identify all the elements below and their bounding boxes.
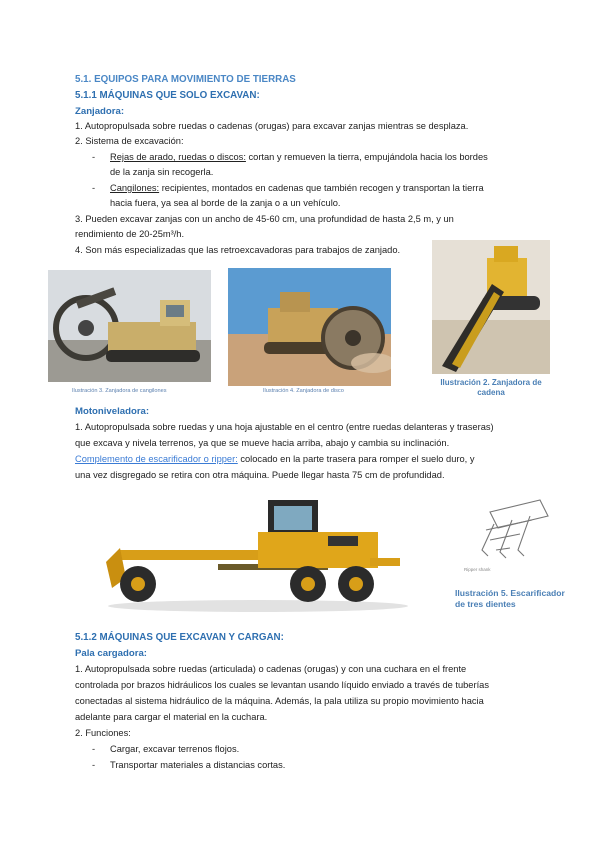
bullet-1-line1	[110, 150, 488, 166]
caption-ill5-line1: Ilustración 5. Escarificador	[455, 588, 565, 598]
caption-ill5	[455, 588, 565, 610]
ripper-link[interactable]: Complemento de escarificador o ripper:	[75, 454, 238, 464]
motor-grader-image	[98, 492, 416, 614]
ripper-sketch-image	[460, 494, 552, 578]
pala-p1-line2: controlada por brazos hidráulicos los cuales se levantan usando líquido enviado a través de tuberías	[75, 680, 489, 690]
pala-p1-line3: conectadas al sistema hidráulico de la máquina. Además, la pala utiliza su propio movimiento hacia	[75, 696, 484, 706]
bullet-2-line1	[110, 181, 484, 197]
zanjadora-p4: 4. Son más especializadas que las retroexcavadoras para trabajos de zanjado.	[75, 245, 401, 255]
zanjadora-heading: Zanjadora:	[75, 106, 125, 117]
bullet-dash: -	[92, 760, 96, 770]
bullet-1-label: Rejas de arado, ruedas o discos:	[110, 152, 246, 162]
pala-function-1: Cargar, excavar terrenos flojos.	[110, 744, 240, 754]
pala-function-2: Transportar materiales a distancias cortas.	[110, 760, 286, 770]
chain-trencher-image	[432, 240, 550, 374]
bullet-dash: -	[92, 152, 96, 162]
pala-heading: Pala cargadora:	[75, 648, 147, 659]
bullet-2-label: Cangilones:	[110, 183, 160, 193]
motoniveladora-p1-line2: que excava y nivela terrenos, ya que se mueve hacia arriba, abajo y cambia su inclinación.	[75, 438, 450, 448]
ripper-tag: Ripper shank	[464, 567, 491, 572]
bullet-dash: -	[92, 744, 96, 754]
bullet-2-text: recipientes, montados en cadenas que también recogen y transportan la tierra	[159, 183, 484, 193]
caption-ill2	[432, 378, 550, 398]
caption-ill5-line2: de tres dientes	[455, 599, 516, 609]
motoniveladora-heading: Motoniveladora:	[75, 406, 150, 417]
zanjadora-p2: 2. Sistema de excavación:	[75, 136, 184, 146]
motoniveladora-p2-text: colocado en la parte trasera para romper el suelo duro, y	[237, 454, 475, 464]
bullet-dash: -	[92, 183, 96, 193]
motoniveladora-p2-line2: una vez disgregado se retira con otra máquina. Puede llegar hasta 75 cm de profundidad.	[75, 470, 445, 480]
disc-trencher-image	[228, 268, 391, 386]
zanjadora-p3-line1: 3. Pueden excavar zanjas con un ancho de 45-60 cm, una profundidad de hasta 2,5 m, y un	[75, 214, 454, 224]
zanjadora-p1: 1. Autopropulsada sobre ruedas o cadenas (orugas) para excavar zanjas mientras se desplaza.	[75, 121, 469, 131]
zanjadora-p3-line2: rendimiento de 20-25m³/h.	[75, 229, 185, 239]
subsection-title-2: 5.1.2 MÁQUINAS QUE EXCAVAN Y CARGAN:	[75, 632, 284, 643]
caption-ill4: Ilustración 4. Zanjadora de disco	[263, 388, 344, 394]
pala-p1-line4: adelante para cargar el material en la cuchara.	[75, 712, 268, 722]
bullet-1-line2: de la zanja sin recogerla.	[110, 167, 214, 177]
caption-ill3: Ilustración 3. Zanjadora de cangilones	[72, 388, 167, 394]
motoniveladora-p1-line1: 1. Autopropulsada sobre ruedas y una hoja ajustable en el centro (entre ruedas delanteras y traseras)	[75, 422, 494, 432]
motoniveladora-p2-line1	[75, 452, 474, 468]
bucket-trencher-image	[48, 270, 211, 382]
pala-p2: 2. Funciones:	[75, 728, 131, 738]
bullet-1-text: cortan y remueven la tierra, empujándola hacia los bordes	[245, 152, 488, 162]
subsection-title-1: 5.1.1 MÁQUINAS QUE SOLO EXCAVAN:	[75, 90, 260, 101]
section-title: 5.1. EQUIPOS PARA MOVIMIENTO DE TIERRAS	[75, 74, 296, 85]
pala-p1-line1: 1. Autopropulsada sobre ruedas (articulada) o cadenas (orugas) y con una cuchara en el frente	[75, 664, 467, 674]
caption-ill2-line1: Ilustración 2. Zanjadora de	[440, 378, 542, 387]
bullet-2-line2: hacia fuera, ya sea al borde de la zanja o a un vehículo.	[110, 198, 341, 208]
caption-ill2-line2: cadena	[477, 388, 505, 397]
